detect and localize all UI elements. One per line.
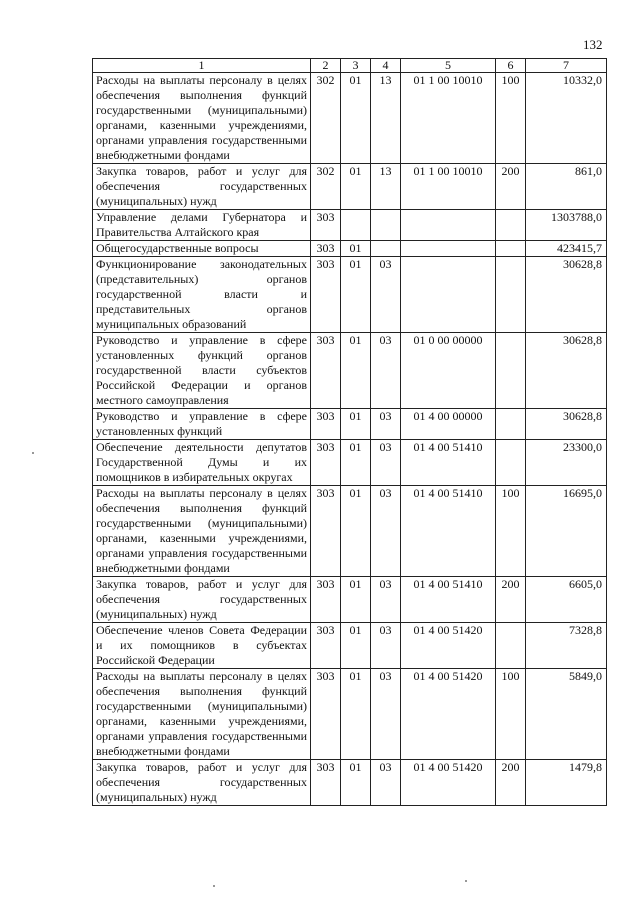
row-expense-type: 100 [496,669,526,760]
table-row [93,669,607,760]
row-section: 01 [341,333,371,409]
row-subsection: 13 [371,73,401,164]
row-target-article [401,210,496,241]
row-target-article: 01 1 00 10010 [401,73,496,164]
row-expense-type [496,623,526,669]
header-cell-4: 4 [371,59,401,73]
row-amount: 6605,0 [526,577,607,623]
row-amount: 30628,8 [526,333,607,409]
row-expense-type [496,409,526,440]
row-subsection: 03 [371,669,401,760]
row-ministry: 303 [311,669,341,760]
table-body [93,73,607,806]
table-row [93,440,607,486]
row-amount: 5849,0 [526,669,607,760]
row-target-article: 01 4 00 51420 [401,669,496,760]
row-amount: 1479,8 [526,760,607,806]
row-section: 01 [341,164,371,210]
row-name: Функционирование законодательных (представительных) органов государственной власти и представительных органов муниципальных образований [93,257,311,333]
row-name: Обеспечение членов Совета Федерации и их помощников в субъектах Российской Федерации [93,623,311,669]
row-section: 01 [341,241,371,257]
row-target-article [401,257,496,333]
row-subsection: 03 [371,257,401,333]
row-ministry: 303 [311,486,341,577]
row-target-article: 01 1 00 10010 [401,164,496,210]
table-row [93,210,607,241]
row-amount: 423415,7 [526,241,607,257]
row-target-article: 01 4 00 51410 [401,486,496,577]
row-expense-type: 200 [496,577,526,623]
table-row [93,257,607,333]
row-subsection: 03 [371,623,401,669]
row-target-article: 01 4 00 51420 [401,760,496,806]
row-ministry: 303 [311,623,341,669]
row-expense-type [496,333,526,409]
row-name: Управление делами Губернатора и Правительства Алтайского края [93,210,311,241]
table-row [93,577,607,623]
row-ministry: 303 [311,257,341,333]
row-name: Расходы на выплаты персоналу в целях обеспечения выполнения функций государственными (муниципальными) органами, казенными учреждениями, органами управления государственными внебюджетными фондами [93,486,311,577]
scan-speck [213,885,215,887]
row-ministry: 302 [311,73,341,164]
row-ministry: 303 [311,241,341,257]
row-ministry: 302 [311,164,341,210]
row-name: Закупка товаров, работ и услуг для обеспечения государственных (муниципальных) нужд [93,577,311,623]
row-ministry: 303 [311,409,341,440]
row-expense-type: 200 [496,760,526,806]
row-expense-type: 200 [496,164,526,210]
row-expense-type [496,440,526,486]
row-subsection: 03 [371,486,401,577]
scan-speck [465,880,467,882]
table-row [93,760,607,806]
table-row [93,409,607,440]
header-cell-2: 2 [311,59,341,73]
row-section [341,210,371,241]
row-name: Расходы на выплаты персоналу в целях обеспечения выполнения функций государственными (муниципальными) органами, казенными учреждениями, органами управления государственными внебюджетными фондами [93,73,311,164]
row-name: Руководство и управление в сфере установленных функций [93,409,311,440]
page-number: 132 [583,37,603,52]
row-amount: 23300,0 [526,440,607,486]
row-name: Обеспечение деятельности депутатов Государственной Думы и их помощников в избирательных округах [93,440,311,486]
header-cell-1: 1 [93,59,311,73]
row-expense-type [496,210,526,241]
row-subsection [371,241,401,257]
row-section: 01 [341,486,371,577]
row-amount: 10332,0 [526,73,607,164]
row-target-article: 01 0 00 00000 [401,333,496,409]
row-amount: 30628,8 [526,409,607,440]
table-row [93,623,607,669]
header-row [93,59,607,73]
row-subsection: 03 [371,333,401,409]
row-target-article: 01 4 00 51420 [401,623,496,669]
table-row [93,241,607,257]
row-name: Закупка товаров, работ и услуг для обеспечения государственных (муниципальных) нужд [93,760,311,806]
row-amount: 861,0 [526,164,607,210]
row-amount: 30628,8 [526,257,607,333]
table-header [93,59,607,73]
budget-table [92,58,607,806]
row-expense-type [496,257,526,333]
table-row [93,486,607,577]
row-ministry: 303 [311,577,341,623]
row-amount: 16695,0 [526,486,607,577]
row-name: Расходы на выплаты персоналу в целях обеспечения выполнения функций государственными (муниципальными) органами, казенными учреждениями, органами управления государственными внебюджетными фондами [93,669,311,760]
table-row [93,73,607,164]
row-subsection: 03 [371,440,401,486]
row-target-article: 01 4 00 51410 [401,577,496,623]
row-section: 01 [341,577,371,623]
row-amount: 1303788,0 [526,210,607,241]
row-target-article: 01 4 00 00000 [401,409,496,440]
row-expense-type: 100 [496,73,526,164]
header-cell-6: 6 [496,59,526,73]
row-subsection [371,210,401,241]
row-ministry: 303 [311,333,341,409]
table-row [93,333,607,409]
row-name: Общегосударственные вопросы [93,241,311,257]
table-row [93,164,607,210]
scan-speck [32,452,34,454]
header-cell-7: 7 [526,59,607,73]
row-name: Руководство и управление в сфере установленных функций органов государственной власти субъектов Российской Федерации и органов местного самоуправления [93,333,311,409]
row-expense-type: 100 [496,486,526,577]
row-section: 01 [341,760,371,806]
row-section: 01 [341,669,371,760]
row-section: 01 [341,409,371,440]
row-target-article: 01 4 00 51410 [401,440,496,486]
header-cell-3: 3 [341,59,371,73]
row-section: 01 [341,257,371,333]
row-ministry: 303 [311,760,341,806]
row-section: 01 [341,73,371,164]
header-cell-5: 5 [401,59,496,73]
row-expense-type [496,241,526,257]
row-subsection: 03 [371,577,401,623]
row-amount: 7328,8 [526,623,607,669]
row-section: 01 [341,440,371,486]
row-subsection: 03 [371,409,401,440]
row-ministry: 303 [311,440,341,486]
row-section: 01 [341,623,371,669]
row-target-article [401,241,496,257]
row-ministry: 303 [311,210,341,241]
row-subsection: 13 [371,164,401,210]
row-name: Закупка товаров, работ и услуг для обеспечения государственных (муниципальных) нужд [93,164,311,210]
row-subsection: 03 [371,760,401,806]
